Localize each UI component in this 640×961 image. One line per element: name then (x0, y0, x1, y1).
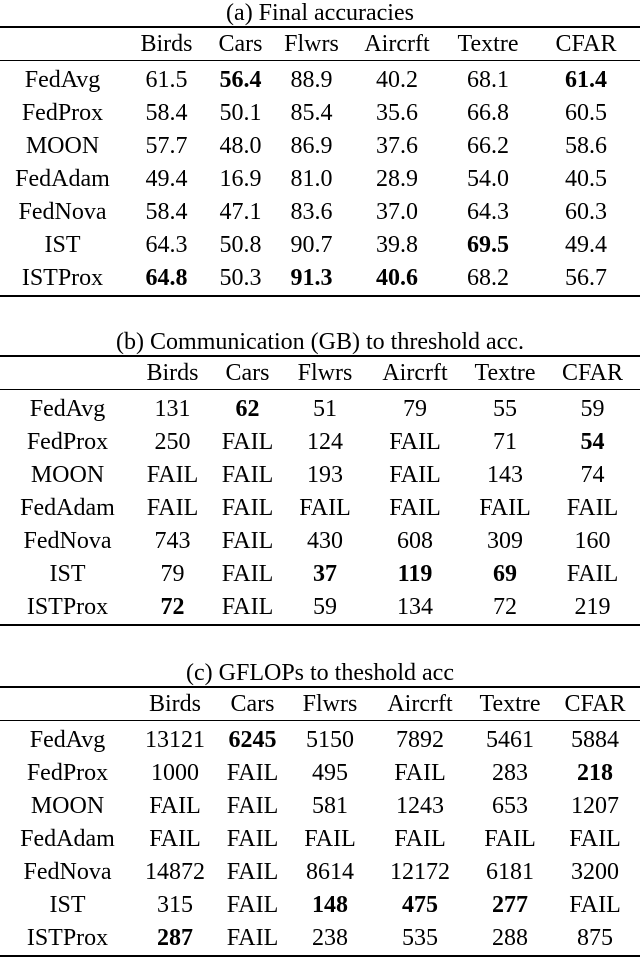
value-cell: FAIL (479, 495, 531, 521)
value-cell: 50.3 (208, 262, 273, 296)
value-cell: 85.4 (290, 100, 333, 126)
value-cell: 475 (402, 892, 438, 918)
value-cell: 875 (550, 922, 640, 956)
value-cell: 13121 (145, 727, 205, 753)
value-cell: 62 (235, 396, 260, 422)
value-cell: 218 (577, 760, 613, 786)
value-cell: FAIL (146, 462, 199, 488)
value-cell: 6245 (228, 727, 277, 753)
value-cell: 91.3 (273, 262, 350, 296)
header-cell-method (0, 356, 135, 390)
value-cell: 131 (154, 396, 191, 422)
method-cell: FedAvg (24, 67, 101, 93)
header-cell: Flwrs (273, 27, 350, 61)
value-cell: 60.3 (565, 199, 607, 225)
value-cell: 581 (312, 793, 348, 819)
table-gflops (0, 660, 640, 957)
value-cell: 238 (290, 922, 370, 956)
value-cell: 12172 (390, 859, 450, 885)
value-cell: FAIL (389, 495, 441, 521)
method-cell: IST (49, 892, 86, 918)
value-cell: FAIL (215, 922, 290, 956)
value-cell: 283 (492, 760, 528, 786)
method-cell: FedProx (26, 429, 109, 455)
value-cell: 72 (465, 591, 545, 625)
value-cell: 119 (397, 561, 433, 587)
header-row (0, 27, 640, 61)
value-cell: FAIL (299, 495, 351, 521)
header-cell: Flwrs (285, 356, 365, 390)
table-row (0, 426, 640, 459)
value-cell: 148 (312, 892, 348, 918)
value-cell: 74 (580, 462, 605, 488)
method-cell: ISTProx (0, 591, 135, 625)
method-cell: FedProx (21, 100, 104, 126)
value-cell: FAIL (304, 826, 356, 852)
value-cell: 5884 (571, 727, 619, 753)
value-cell: FAIL (146, 495, 199, 521)
value-cell: 288 (470, 922, 550, 956)
table-row (0, 757, 640, 790)
value-cell: 1000 (151, 760, 199, 786)
header-cell: Birds (135, 687, 215, 721)
value-cell: 134 (365, 591, 465, 625)
value-cell: 124 (307, 429, 343, 455)
value-cell: 40.2 (376, 67, 418, 93)
value-cell: 48.0 (219, 133, 262, 159)
header-cell: CFAR (545, 356, 640, 390)
value-cell: 28.9 (376, 166, 418, 192)
value-cell: 59 (285, 591, 365, 625)
value-cell: 5461 (486, 727, 534, 753)
value-cell: 160 (574, 528, 611, 554)
method-cell: FedAvg (29, 396, 106, 422)
header-cell: Textre (465, 356, 545, 390)
table-row (0, 163, 640, 196)
value-cell: 608 (397, 528, 433, 554)
value-cell: FAIL (221, 495, 274, 521)
value-cell: 35.6 (376, 100, 418, 126)
value-cell: FAIL (569, 892, 621, 918)
value-cell: 315 (157, 892, 193, 918)
value-cell: FAIL (394, 760, 446, 786)
value-cell: 71 (493, 429, 517, 455)
value-cell: 430 (307, 528, 343, 554)
value-cell: 37.6 (376, 133, 418, 159)
value-cell: FAIL (566, 561, 619, 587)
value-cell: FAIL (566, 495, 619, 521)
value-cell: 81.0 (290, 166, 333, 192)
header-cell: Textre (470, 687, 550, 721)
value-cell: 50.8 (219, 232, 262, 258)
table-row (0, 492, 640, 525)
method-cell: FedNova (23, 528, 112, 554)
value-cell: 653 (492, 793, 528, 819)
header-cell: Birds (135, 356, 210, 390)
header-cell: Cars (210, 356, 285, 390)
value-cell: FAIL (226, 826, 279, 852)
value-cell: 37 (313, 561, 337, 587)
value-cell: 49.4 (145, 166, 188, 192)
value-cell: 64.8 (125, 262, 208, 296)
method-cell: FedProx (26, 760, 109, 786)
method-cell: ISTProx (0, 262, 125, 296)
value-cell: 287 (135, 922, 215, 956)
value-cell: 250 (154, 429, 191, 455)
table-caption: (a) Final accuracies (226, 0, 414, 26)
value-cell: 219 (545, 591, 640, 625)
value-cell: 58.6 (565, 133, 607, 159)
value-cell: FAIL (389, 429, 441, 455)
value-cell: 54.0 (467, 166, 509, 192)
value-cell: 90.7 (290, 232, 333, 258)
value-cell: FAIL (226, 859, 279, 885)
table-row (0, 558, 640, 591)
value-cell: 535 (370, 922, 470, 956)
header-cell: CFAR (550, 687, 640, 721)
table-row (0, 97, 640, 130)
value-cell: 277 (492, 892, 528, 918)
value-cell: 55 (493, 396, 517, 422)
value-cell: 61.4 (565, 67, 607, 93)
value-cell: 7892 (396, 727, 444, 753)
value-cell: 143 (487, 462, 523, 488)
value-cell: 50.1 (219, 100, 262, 126)
table-row (0, 922, 640, 956)
header-cell: Flwrs (290, 687, 370, 721)
value-cell: FAIL (394, 826, 446, 852)
value-cell: 6181 (486, 859, 534, 885)
value-cell: 60.5 (565, 100, 607, 126)
value-cell: FAIL (226, 793, 279, 819)
table-row (0, 61, 640, 98)
value-cell: 54 (580, 429, 605, 455)
header-cell-method (0, 27, 125, 61)
value-cell: FAIL (221, 561, 274, 587)
value-cell: 83.6 (290, 199, 333, 225)
table-final-accuracies (0, 0, 640, 297)
table-row (0, 856, 640, 889)
table-communication (0, 329, 640, 626)
header-cell: Aircrft (350, 27, 444, 61)
value-cell: 66.8 (467, 100, 509, 126)
value-cell: 495 (312, 760, 348, 786)
value-cell: 58.4 (145, 100, 188, 126)
method-cell: ISTProx (0, 922, 135, 956)
value-cell: 14872 (145, 859, 205, 885)
value-cell: 37.0 (376, 199, 418, 225)
value-cell: 1207 (571, 793, 619, 819)
method-cell: FedAdam (15, 166, 110, 192)
method-cell: FedAvg (29, 727, 106, 753)
table-row (0, 262, 640, 296)
value-cell: 56.4 (219, 67, 262, 93)
value-cell: FAIL (226, 760, 279, 786)
table-row (0, 591, 640, 625)
value-cell: FAIL (221, 429, 274, 455)
table-row (0, 196, 640, 229)
method-cell: MOON (25, 133, 100, 159)
value-cell: FAIL (226, 892, 279, 918)
value-cell: 79 (403, 396, 427, 422)
value-cell: 79 (160, 561, 185, 587)
table-caption: (b) Communication (GB) to threshold acc. (116, 329, 524, 355)
value-cell: 57.7 (145, 133, 188, 159)
value-cell: FAIL (221, 528, 274, 554)
table-row (0, 721, 640, 758)
header-row (0, 687, 640, 721)
value-cell: 40.6 (350, 262, 444, 296)
results-table (0, 26, 640, 297)
value-cell: 49.4 (565, 232, 607, 258)
table-row (0, 229, 640, 262)
table-row (0, 525, 640, 558)
value-cell: 69.5 (467, 232, 509, 258)
header-cell: Birds (125, 27, 208, 61)
value-cell: FAIL (221, 462, 274, 488)
method-cell: MOON (30, 793, 105, 819)
method-cell: IST (49, 561, 86, 587)
header-cell: Textre (444, 27, 532, 61)
value-cell: 193 (307, 462, 343, 488)
value-cell: 86.9 (290, 133, 333, 159)
value-cell: 3200 (571, 859, 619, 885)
table-row (0, 823, 640, 856)
header-row (0, 356, 640, 390)
value-cell: 8614 (306, 859, 354, 885)
value-cell: 64.3 (145, 232, 188, 258)
header-cell-method (0, 687, 135, 721)
header-cell: Cars (208, 27, 273, 61)
value-cell: 56.7 (532, 262, 640, 296)
value-cell: 40.5 (565, 166, 607, 192)
header-cell: Aircrft (370, 687, 470, 721)
value-cell: FAIL (149, 793, 201, 819)
table-row (0, 390, 640, 427)
value-cell: 47.1 (219, 199, 262, 225)
value-cell: 68.2 (444, 262, 532, 296)
value-cell: FAIL (484, 826, 536, 852)
table-caption: (c) GFLOPs to theshold acc (186, 660, 454, 686)
value-cell: 64.3 (467, 199, 509, 225)
value-cell: 1243 (396, 793, 444, 819)
table-row (0, 889, 640, 922)
value-cell: FAIL (569, 826, 621, 852)
value-cell: 743 (154, 528, 191, 554)
value-cell: 72 (135, 591, 210, 625)
value-cell: FAIL (389, 462, 441, 488)
value-cell: 59 (580, 396, 605, 422)
value-cell: 5150 (306, 727, 354, 753)
results-table (0, 355, 640, 626)
method-cell: FedNova (18, 199, 107, 225)
value-cell: 66.2 (467, 133, 509, 159)
table-row (0, 459, 640, 492)
value-cell: 68.1 (467, 67, 509, 93)
method-cell: IST (44, 232, 81, 258)
method-cell: FedAdam (20, 495, 115, 521)
table-row (0, 790, 640, 823)
method-cell: MOON (30, 462, 105, 488)
table-row (0, 130, 640, 163)
value-cell: FAIL (149, 826, 201, 852)
value-cell: 51 (313, 396, 337, 422)
value-cell: 309 (487, 528, 523, 554)
value-cell: 69 (493, 561, 517, 587)
header-cell: CFAR (532, 27, 640, 61)
method-cell: FedNova (23, 859, 112, 885)
value-cell: FAIL (210, 591, 285, 625)
value-cell: 88.9 (290, 67, 333, 93)
results-table (0, 686, 640, 957)
header-cell: Cars (215, 687, 290, 721)
value-cell: 58.4 (145, 199, 188, 225)
value-cell: 61.5 (145, 67, 188, 93)
header-cell: Aircrft (365, 356, 465, 390)
value-cell: 39.8 (376, 232, 418, 258)
value-cell: 16.9 (219, 166, 262, 192)
method-cell: FedAdam (20, 826, 115, 852)
